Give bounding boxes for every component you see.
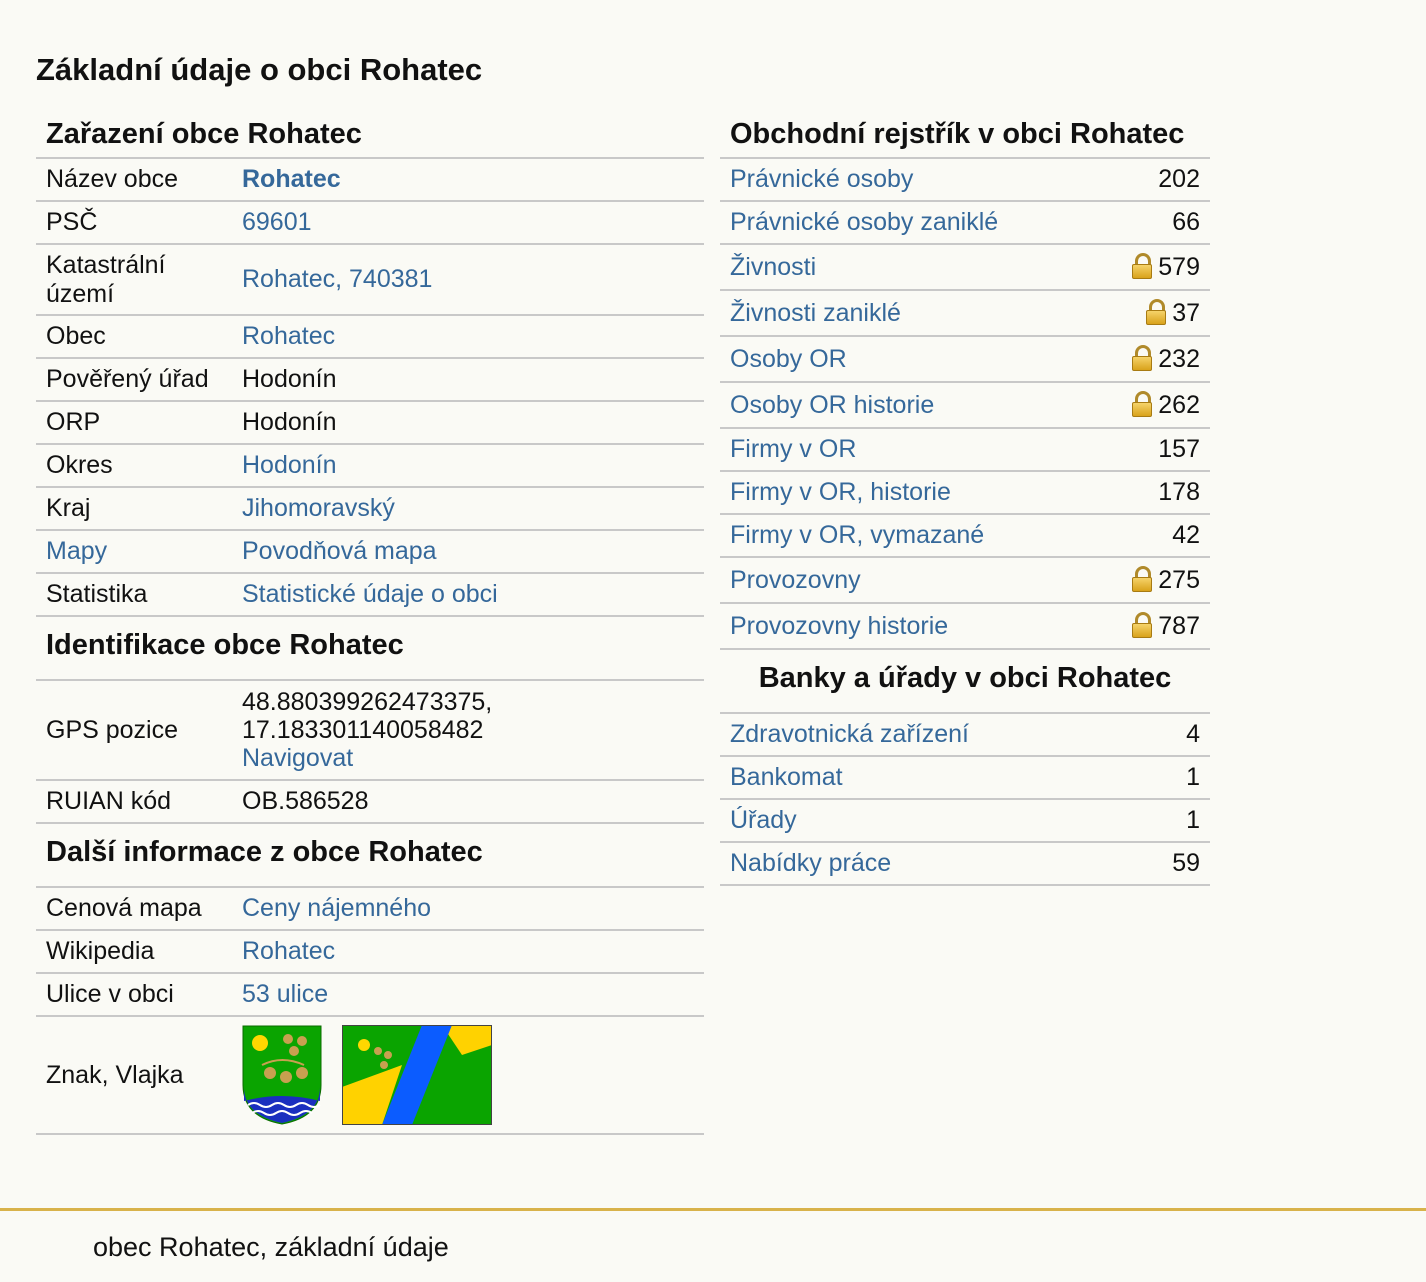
left-column [36,106,704,1135]
row-count: 59 [1134,842,1210,885]
row-count: 202 [1096,158,1210,201]
table-row [36,530,704,573]
row-label: GPS pozice [36,680,232,780]
table-row [720,756,1210,799]
trades-link[interactable]: Živnosti [730,252,817,281]
table-row [720,603,1210,649]
persons-or-link[interactable]: Osoby OR [730,344,847,373]
defunct-legal-entities-link[interactable]: Právnické osoby zaniklé [730,208,999,236]
ruian-value: OB.586528 [232,780,704,823]
row-count: 579 [1158,252,1200,281]
table-row [720,471,1210,514]
table-row [36,201,704,244]
table-row [720,428,1210,471]
lock-icon [1132,566,1152,592]
rejstrik-table [720,157,1210,650]
row-label: Kraj [36,487,232,530]
row-label: Ulice v obci [36,973,232,1016]
section-title-dalsi: Další informace z obce Rohatec [46,836,483,868]
rent-prices-link[interactable]: Ceny nájemného [242,894,432,922]
row-count: 178 [1096,471,1210,514]
table-row [36,973,704,1016]
table-row [36,244,704,315]
table-row [720,557,1210,603]
section-title-zarazeni: Zařazení obce Rohatec [46,118,362,150]
row-count: 1 [1134,756,1210,799]
footer-text: obec Rohatec, základní údaje [93,1232,449,1262]
table-row [720,336,1210,382]
table-row [36,680,704,780]
establishments-link[interactable]: Provozovny [730,565,861,594]
streets-link[interactable]: 53 ulice [242,980,329,1008]
navigate-link[interactable]: Navigovat [242,744,354,772]
row-count: 42 [1096,514,1210,557]
gps-longitude: 17.183301140058482 [242,716,484,744]
job-offers-link[interactable]: Nabídky práce [730,849,892,877]
row-label: Pověřený úřad [36,358,232,401]
row-count: 157 [1096,428,1210,471]
mapy-link[interactable]: Mapy [46,537,108,565]
table-row [720,713,1210,756]
coat-of-arms-icon[interactable] [242,1025,322,1125]
row-count: 37 [1172,298,1200,327]
table-row [720,799,1210,842]
row-label: Obec [36,315,232,358]
companies-or-link[interactable]: Firmy v OR [730,435,857,463]
right-column [720,106,1210,886]
table-row [720,382,1210,428]
table-row [720,514,1210,557]
table-row [36,887,704,930]
atm-link[interactable]: Bankomat [730,763,843,791]
legal-entities-link[interactable]: Právnické osoby [730,165,914,193]
row-label: Statistika [36,573,232,616]
flag-icon[interactable] [342,1025,492,1125]
establishments-history-link[interactable]: Provozovny historie [730,611,949,640]
row-label: PSČ [36,201,232,244]
row-label: ORP [36,401,232,444]
table-row [36,444,704,487]
table-row [36,780,704,823]
table-row [720,290,1210,336]
row-count: 262 [1158,390,1200,419]
lock-icon [1132,612,1152,638]
row-value: Hodonín [232,358,704,401]
dalsi-table [36,886,704,1135]
row-value: Hodonín [232,401,704,444]
kraj-link[interactable]: Jihomoravský [242,494,395,522]
table-row [36,573,704,616]
okres-link[interactable]: Hodonín [242,451,337,479]
section-title-rejstrik: Obchodní rejstřík v obci Rohatec [730,118,1185,150]
lock-icon [1132,391,1152,417]
table-row [36,358,704,401]
table-row [36,401,704,444]
gps-latitude: 48.880399262473375, [242,688,493,716]
companies-or-history-link[interactable]: Firmy v OR, historie [730,478,951,506]
offices-link[interactable]: Úřady [730,806,797,834]
row-count: 787 [1158,611,1200,640]
flood-map-link[interactable]: Povodňová mapa [242,537,437,565]
footer-divider [0,1208,1426,1211]
table-row [720,158,1210,201]
banky-table [720,712,1210,886]
municipality-name-link[interactable]: Rohatec [242,165,341,193]
table-row [36,487,704,530]
psc-link[interactable]: 69601 [242,208,312,236]
row-count: 66 [1096,201,1210,244]
table-row [36,930,704,973]
row-label: Katastrální území [36,244,232,315]
page-title: Základní údaje o obci Rohatec [36,52,483,87]
row-label: Název obce [36,158,232,201]
health-facilities-link[interactable]: Zdravotnická zařízení [730,720,969,748]
table-row [720,842,1210,885]
table-row [720,201,1210,244]
companies-or-deleted-link[interactable]: Firmy v OR, vymazané [730,521,985,549]
lock-icon [1132,345,1152,371]
table-row [36,158,704,201]
table-row [36,315,704,358]
section-title-banky: Banky a úřady v obci Rohatec [758,662,1172,694]
defunct-trades-link[interactable]: Živnosti zaniklé [730,298,901,327]
section-title-identifikace: Identifikace obce Rohatec [46,629,404,661]
row-count: 275 [1158,565,1200,594]
obec-link[interactable]: Rohatec [242,322,336,350]
row-count: 1 [1134,799,1210,842]
table-row [720,244,1210,290]
wikipedia-link[interactable]: Rohatec [242,937,336,965]
row-count: 4 [1134,713,1210,756]
row-label: Cenová mapa [36,887,232,930]
persons-or-history-link[interactable]: Osoby OR historie [730,390,935,419]
row-count: 232 [1158,344,1200,373]
statistics-link[interactable]: Statistické údaje o obci [242,580,498,608]
table-row [36,1016,704,1134]
identifikace-table [36,679,704,824]
row-label: Okres [36,444,232,487]
lock-icon [1132,253,1152,279]
row-label: Znak, Vlajka [36,1016,232,1134]
cadastral-link[interactable]: Rohatec, 740381 [242,265,433,293]
row-label: RUIAN kód [36,780,232,823]
lock-icon [1146,299,1166,325]
zarazeni-table [36,157,704,617]
row-label: Wikipedia [36,930,232,973]
